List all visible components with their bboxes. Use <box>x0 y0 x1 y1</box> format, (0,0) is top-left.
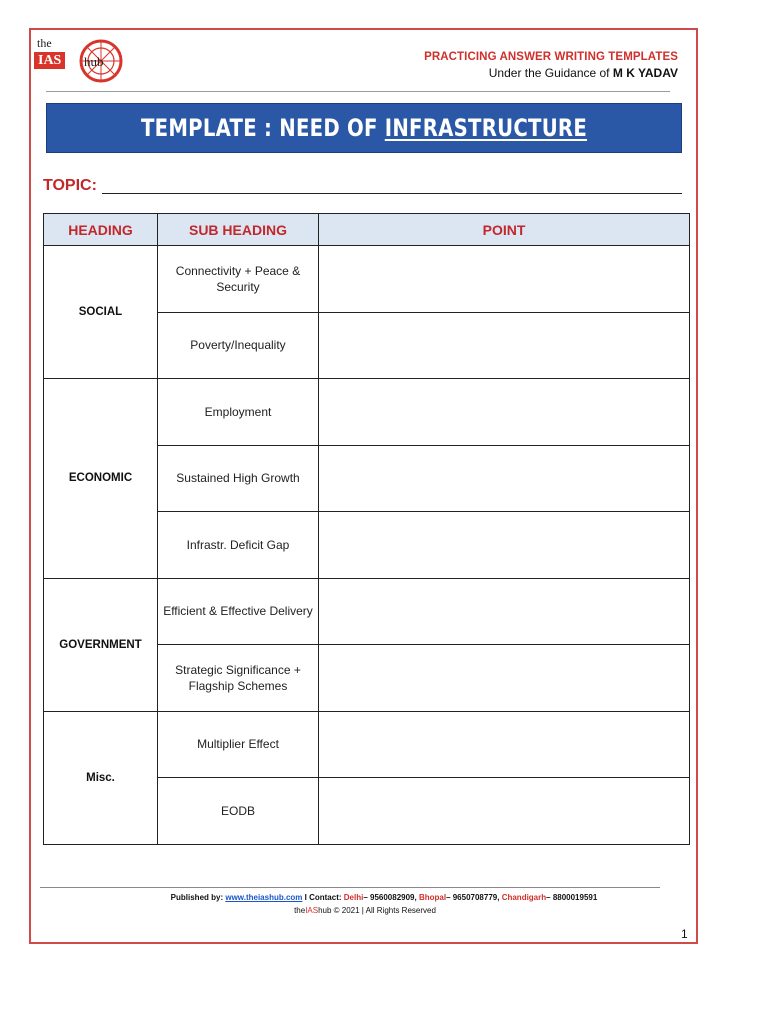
subheading-cell: Sustained High Growth <box>158 445 319 512</box>
header-guidance <box>424 66 678 80</box>
subheading-cell: Efficient & Effective Delivery <box>158 578 319 645</box>
header-divider <box>46 91 670 92</box>
delhi-label: Delhi <box>343 893 364 902</box>
delhi-phone: – 9560082909, <box>363 893 417 902</box>
iashub-logo <box>34 36 130 86</box>
template-banner <box>46 103 682 153</box>
table-row <box>44 578 690 645</box>
heading-cell: ECONOMIC <box>44 379 158 579</box>
point-cell[interactable] <box>319 312 690 379</box>
point-cell[interactable] <box>319 246 690 313</box>
subheading-cell: Poverty/Inequality <box>158 312 319 379</box>
logo-the: the <box>37 36 52 50</box>
header-title: PRACTICING ANSWER WRITING TEMPLATES <box>424 51 678 63</box>
point-cell[interactable] <box>319 445 690 512</box>
point-cell[interactable] <box>319 778 690 845</box>
point-cell[interactable] <box>319 711 690 778</box>
table-header-row <box>44 214 690 246</box>
banner-prefix: TEMPLATE : NEED OF <box>140 114 385 142</box>
heading-cell: SOCIAL <box>44 246 158 379</box>
contact-label: I Contact: <box>304 893 342 902</box>
column-header: SUB HEADING <box>158 214 319 246</box>
column-header: POINT <box>319 214 690 246</box>
point-cell[interactable] <box>319 645 690 712</box>
subheading-cell: EODB <box>158 778 319 845</box>
page-number: 1 <box>681 927 688 941</box>
point-cell[interactable] <box>319 578 690 645</box>
banner-emphasis: INFRASTRUCTURE <box>384 114 588 142</box>
heading-cell: Misc. <box>44 711 158 844</box>
guidance-prefix: Under the Guidance of <box>488 66 610 80</box>
subheading-cell: Connectivity + Peace & Security <box>158 246 319 313</box>
chandigarh-label: Chandigarh <box>501 893 547 902</box>
chandigarh-phone: – 8800019591 <box>546 893 598 902</box>
footer-publisher <box>0 893 768 902</box>
table-row <box>44 379 690 446</box>
template-table <box>43 213 690 845</box>
heading-cell: GOVERNMENT <box>44 578 158 711</box>
column-header: HEADING <box>44 214 158 246</box>
subheading-cell: Employment <box>158 379 319 446</box>
bhopal-phone: – 9650708779, <box>446 893 500 902</box>
header-info <box>424 51 678 80</box>
footer-copyright <box>0 906 730 915</box>
guidance-name: M K YADAV <box>612 66 678 80</box>
topic-line <box>102 193 682 194</box>
point-cell[interactable] <box>319 379 690 446</box>
copyright-ias: IAS <box>305 906 319 915</box>
subheading-cell: Infrastr. Deficit Gap <box>158 512 319 579</box>
copyright-rest: hub © 2021 | All Rights Reserved <box>318 906 436 915</box>
table-row <box>44 711 690 778</box>
topic-label: TOPIC: <box>43 177 97 194</box>
published-label: Published by: <box>170 893 224 902</box>
subheading-cell: Multiplier Effect <box>158 711 319 778</box>
footer-divider <box>40 887 660 888</box>
logo-hub: hub <box>84 54 104 69</box>
bhopal-label: Bhopal <box>418 893 447 902</box>
point-cell[interactable] <box>319 512 690 579</box>
website-link[interactable]: www.theiashub.com <box>225 893 303 902</box>
logo-ias: IAS <box>34 52 65 69</box>
banner-title <box>141 114 587 142</box>
table-row <box>44 246 690 313</box>
subheading-cell: Strategic Significance + Flagship Schemes <box>158 645 319 712</box>
copyright-the: the <box>294 906 306 915</box>
